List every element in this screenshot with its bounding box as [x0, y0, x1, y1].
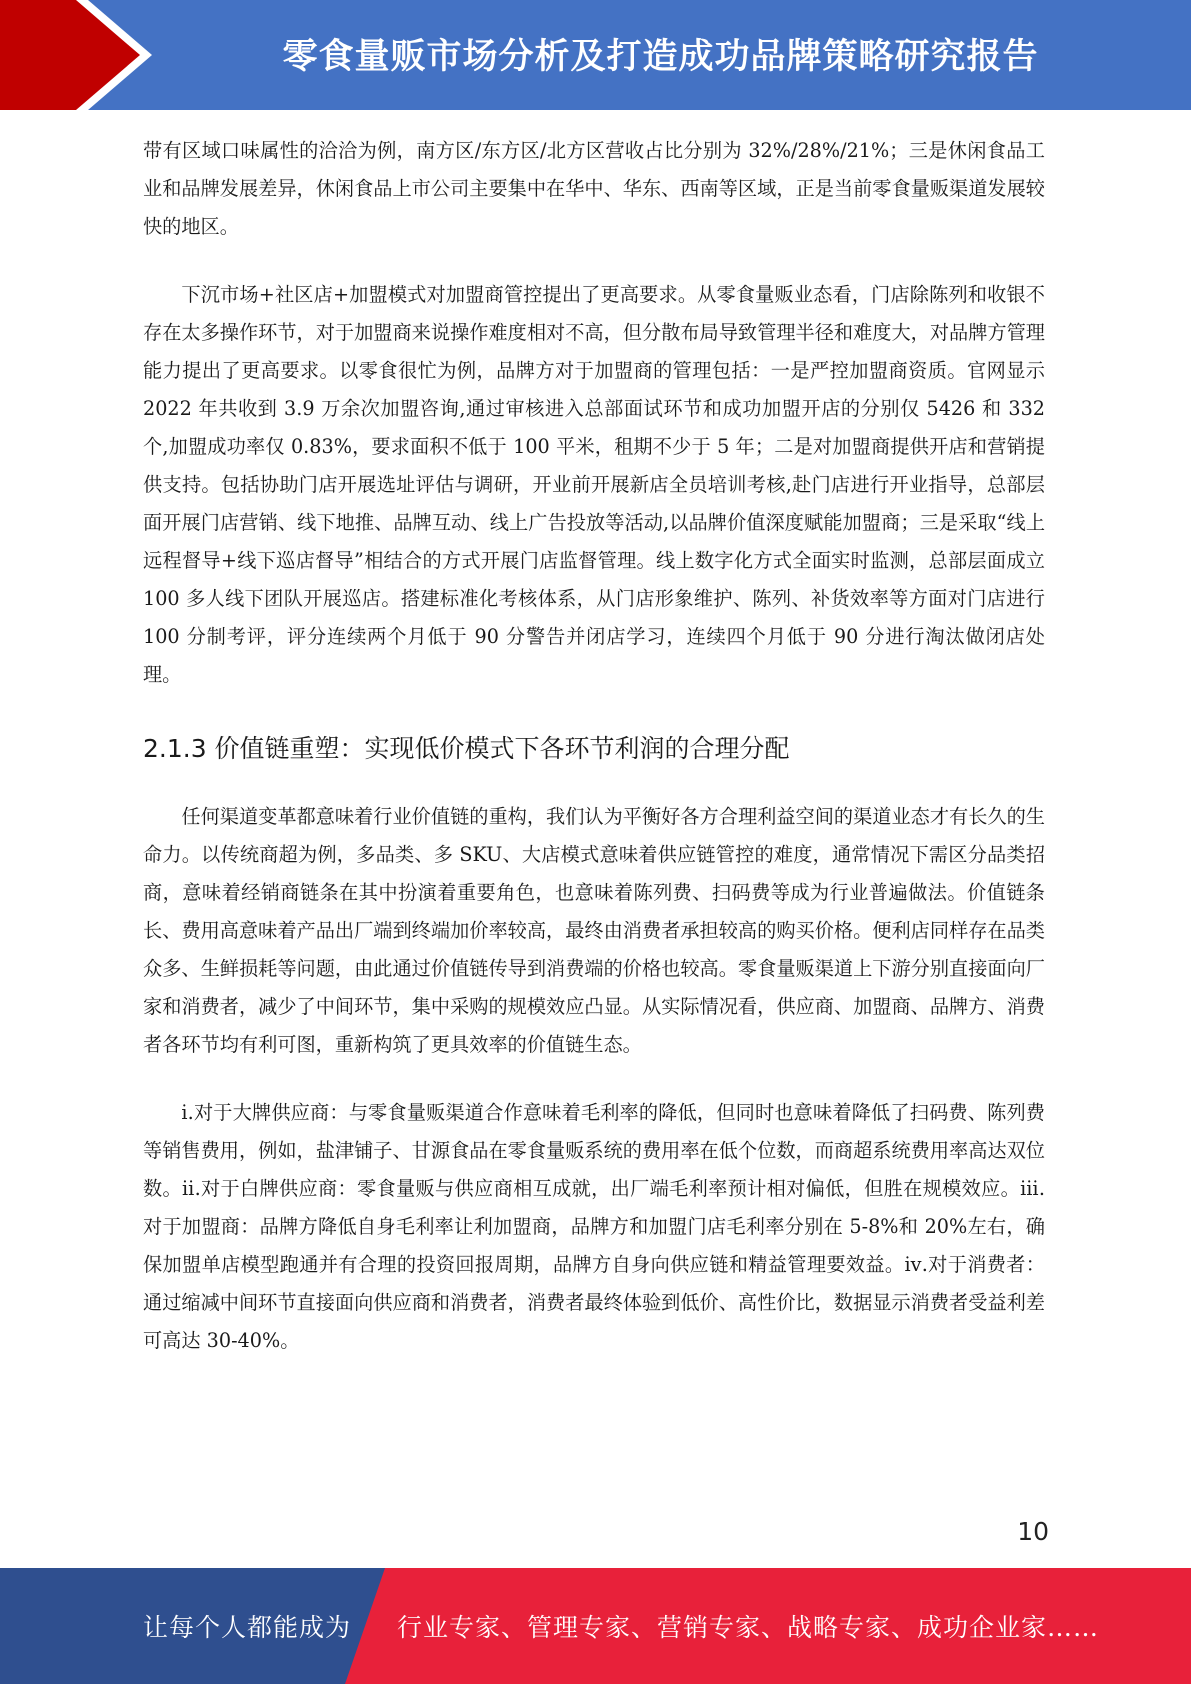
paragraph-value-chain: 任何渠道变革都意味着行业价值链的重构，我们认为平衡好各方合理利益空间的渠道业态才有长久的生命力。以传统商超为例，多品类、多 SKU、大店模式意味着供应链管控的难度，通常情况下需区分品类招商，意味着经销商链条在其中扮演着重要角色，也意味着陈列费、扫码费等成为行业普遍做法。价值链条长、费用高意味着产品出厂端到终端加价率较高，最终由消费者承担较高的购买价格。便利店同样存在品类众多、生鲜损耗等问题，由此通过价值链传导到消费端的价格也较高。零食量贩渠道上下游分别直接面向厂家和消费者，减少了中间环节，集中采购的规模效应凸显。从实际情况看，供应商、加盟商、品牌方、消费者各环节均有利可图，重新构筑了更具效率的价值链生态。 [143, 805, 1045, 1056]
section-heading: 2.1.3 价值链重塑：实现低价模式下各环节利润的合理分配 [143, 734, 790, 763]
page-number: 10 [1017, 1517, 1049, 1546]
paragraph-stakeholders: ⅰ.对于大牌供应商：与零食量贩渠道合作意味着毛利率的降低，但同时也意味着降低了扫码费、陈列费等销售费用，例如，盐津铺子、甘源食品在零食量贩系统的费用率在低个位数，而商超系统费用率高达双位数。ⅱ.对于白牌供应商：零食量贩与供应商相互成就，出厂端毛利率预计相对偏低，但胜在规模效应。ⅲ.对于加盟商：品牌方降低自身毛利率让利加盟商，品牌方和加盟门店毛利率分别在 5-8%和 20%左右，确保加盟单店模型跑通并有合理的投资回报周期，品牌方自身向供应链和精益管理要效益。ⅳ.对于消费者：通过缩减中间环节直接面向供应商和消费者，消费者最终体验到低价、高性价比，数据显示消费者受益利差可高达 30-40%。 [143, 1101, 1045, 1352]
footer-slogan-right: 行业专家、管理专家、营销专家、战略专家、成功企业家…… [397, 1613, 1100, 1642]
paragraph-franchise-management: 下沉市场+社区店+加盟模式对加盟商管控提出了更高要求。从零食量贩业态看，门店除陈列和收银不存在太多操作环节，对于加盟商来说操作难度相对不高，但分散布局导致管理半径和难度大，对品牌方管理能力提出了更高要求。以零食很忙为例，品牌方对于加盟商的管理包括：一是严控加盟商资质。官网显示 2022 年共收到 3.9 万余次加盟咨询,通过审核进入总部面试环节和成功加盟开店的分别仅 5426 和 332 个,加盟成功率仅 0.83%，要求面积不低于 100 平米，租期不少于 5 年；二是对加盟商提供开店和营销提供支持。包括协助门店开展选址评估与调研，开业前开展新店全员培训考核,赴门店进行开业指导，总部层面开展门店营销、线下地推、品牌互动、线上广告投放等活动,以品牌价值深度赋能加盟商；三是采取“线上远程督导+线下巡店督导”相结合的方式开展门店监督管理。线上数字化方式全面实时监测，总部层面成立 100 多人线下团队开展巡店。搭建标准化考核体系，从门店形象维护、陈列、补货效率等方面对门店进行 100 分制考评，评分连续两个月低于 90 分警告并闭店学习，连续四个月低于 90 分进行淘汰做闭店处理。 [143, 283, 1046, 686]
main-content [143, 132, 1045, 1390]
page-header [0, 0, 1191, 110]
report-title: 零食量贩市场分析及打造成功品牌策略研究报告 [282, 37, 1039, 77]
page-footer [0, 1568, 1191, 1684]
footer-slogan-left: 让每个人都能成为 [143, 1613, 352, 1642]
paragraph-regional-revenue: 带有区域口味属性的洽洽为例，南方区/东方区/北方区营收占比分别为 32%/28%/21%；三是休闲食品工业和品牌发展差异，休闲食品上市公司主要集中在华中、华东、西南等区域，正是当前零食量贩渠道发展较快的地区。 [143, 139, 1045, 238]
